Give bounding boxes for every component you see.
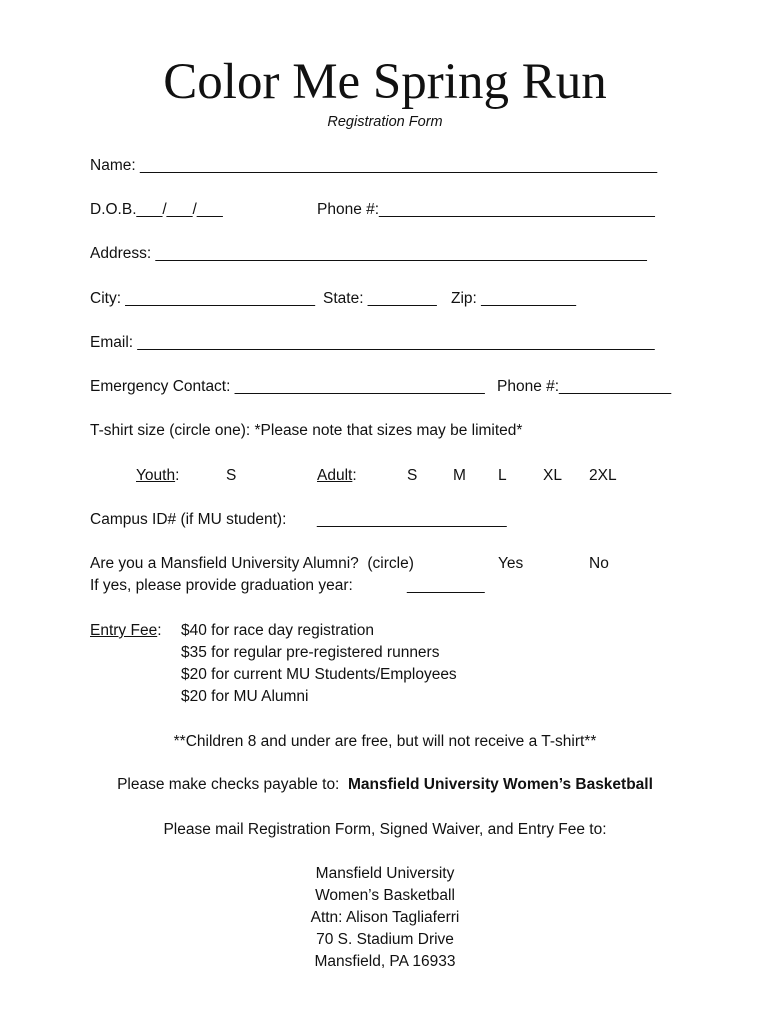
size-option-adult-xl[interactable]: XL: [543, 467, 562, 484]
size-option-youth-s[interactable]: S: [226, 467, 237, 484]
phone-field[interactable]: Phone #:________________________________: [317, 201, 655, 218]
youth-label-text: Youth: [136, 467, 176, 484]
form-title: Color Me Spring Run: [163, 54, 607, 110]
alumni-yes-option[interactable]: Yes: [498, 555, 524, 572]
entry-fee-label: [90, 621, 162, 641]
children-note: **Children 8 and under are free, but will not receive a T-shirt**: [173, 733, 597, 750]
mail-instructions: Please mail Registration Form, Signed Waiver, and Entry Fee to:: [163, 821, 607, 838]
emergency-phone-field[interactable]: Phone #:_____________: [497, 378, 672, 395]
size-option-adult-m[interactable]: M: [453, 467, 466, 484]
emergency-contact-field[interactable]: Emergency Contact: _____________________________: [90, 378, 485, 395]
entry-fee-item: $20 for MU Alumni: [181, 688, 309, 705]
entry-fee-colon: :: [157, 622, 162, 639]
graduation-year-prompt: If yes, please provide graduation year:: [90, 577, 353, 594]
dob-field[interactable]: D.O.B.___/___/___: [90, 201, 223, 218]
address-field[interactable]: Address: _________________________________________________________: [90, 245, 647, 262]
adult-colon: :: [352, 467, 357, 484]
form-subtitle: Registration Form: [327, 114, 443, 130]
youth-label: [136, 466, 179, 486]
mailing-address-line: Attn: Alison Tagliaferri: [310, 909, 460, 926]
entry-fee-item: $20 for current MU Students/Employees: [181, 666, 457, 683]
size-option-adult-s[interactable]: S: [407, 467, 418, 484]
entry-fee-label-text: Entry Fee: [90, 622, 158, 639]
checks-payee: Mansfield University Women’s Basketball: [347, 776, 653, 793]
mailing-address-line: 70 S. Stadium Drive: [316, 931, 454, 948]
adult-label-text: Adult: [317, 467, 353, 484]
youth-colon: :: [175, 467, 180, 484]
alumni-question: Are you a Mansfield University Alumni? (circle): [90, 555, 414, 572]
city-field[interactable]: City: ______________________: [90, 290, 315, 307]
size-option-adult-2xl[interactable]: 2XL: [589, 467, 617, 484]
entry-fee-item: $35 for regular pre-registered runners: [181, 644, 440, 661]
campus-id-label: Campus ID# (if MU student):: [90, 511, 287, 528]
email-field[interactable]: Email: ____________________________________________________________: [90, 334, 655, 351]
zip-field[interactable]: Zip: ___________: [451, 290, 576, 307]
adult-label: [317, 466, 357, 486]
name-field[interactable]: Name: ____________________________________________________________: [90, 157, 658, 174]
state-field[interactable]: State: ________: [323, 290, 437, 307]
entry-fee-item: $40 for race day registration: [181, 622, 374, 639]
size-option-adult-l[interactable]: L: [498, 467, 507, 484]
alumni-no-option[interactable]: No: [589, 555, 609, 572]
mailing-address-line: Mansfield University: [315, 865, 455, 882]
checks-payable-line: [0, 775, 770, 795]
graduation-year-field[interactable]: _________: [407, 577, 485, 594]
tshirt-prompt: T-shirt size (circle one): *Please note that sizes may be limited*: [90, 422, 523, 439]
checks-payable-prefix: Please make checks payable to:: [117, 776, 348, 793]
campus-id-field[interactable]: ______________________: [317, 511, 507, 528]
mailing-address-line: Mansfield, PA 16933: [314, 953, 456, 970]
mailing-address-line: Women’s Basketball: [315, 887, 455, 904]
